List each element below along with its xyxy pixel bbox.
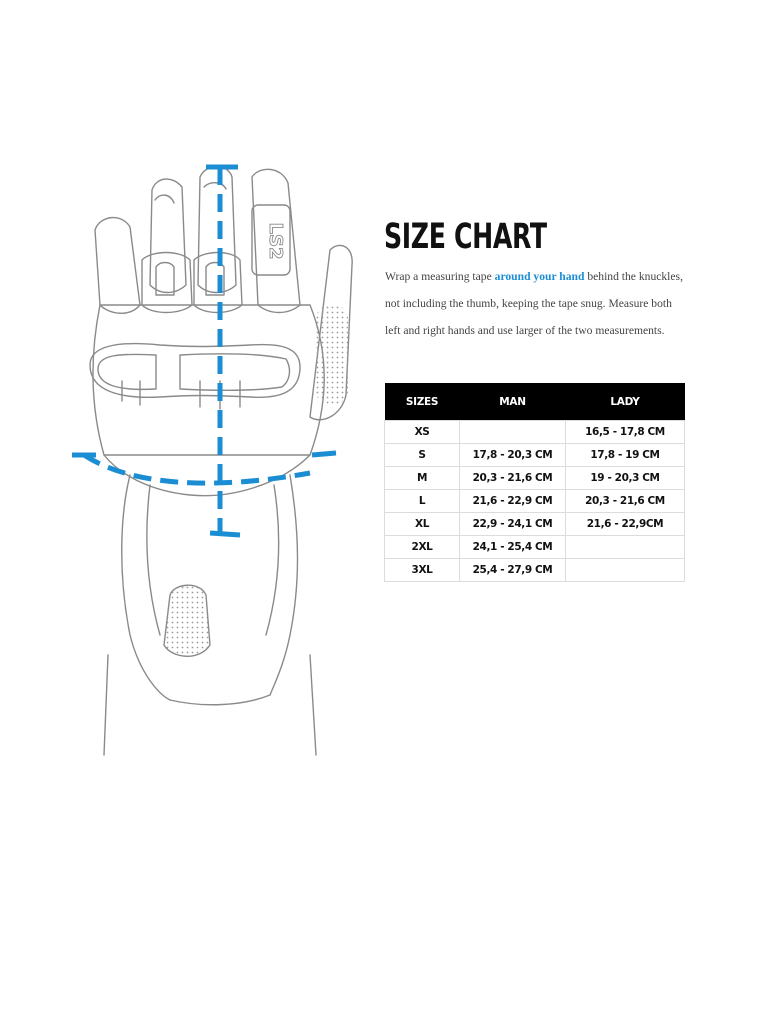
size-cell: L	[385, 490, 460, 513]
size-cell: XL	[385, 513, 460, 536]
size-chart-title: SIZE CHART	[384, 217, 547, 257]
man-cell: 22,9 - 24,1 CM	[460, 513, 566, 536]
column-header-lady: LADY	[566, 383, 685, 421]
glove-illustration	[60, 155, 360, 765]
man-cell: 24,1 - 25,4 CM	[460, 536, 566, 559]
table-row	[385, 559, 685, 582]
table-row	[385, 467, 685, 490]
column-header-sizes: SIZES	[385, 383, 460, 421]
table-row	[385, 513, 685, 536]
instruction-text-end: behind the knuckles, not including the thumb, keeping the tape snug. Measure both left and right hands and use larger of the two measurements.	[385, 270, 683, 337]
size-cell: S	[385, 444, 460, 467]
size-cell: 2XL	[385, 536, 460, 559]
size-cell: M	[385, 467, 460, 490]
brand-mark-text: LS2	[265, 222, 286, 260]
lady-cell: 17,8 - 19 CM	[566, 444, 685, 467]
lady-cell: 20,3 - 21,6 CM	[566, 490, 685, 513]
man-cell: 25,4 - 27,9 CM	[460, 559, 566, 582]
table-row	[385, 490, 685, 513]
lady-cell	[566, 559, 685, 582]
size-cell: XS	[385, 421, 460, 444]
size-table	[384, 383, 685, 582]
man-cell: 20,3 - 21,6 CM	[460, 467, 566, 490]
measuring-instructions	[385, 263, 685, 344]
lady-cell: 21,6 - 22,9CM	[566, 513, 685, 536]
column-header-man: MAN	[460, 383, 566, 421]
instruction-highlight: around your hand	[494, 270, 585, 283]
lady-cell: 19 - 20,3 CM	[566, 467, 685, 490]
table-header-row	[385, 383, 685, 421]
table-row	[385, 421, 685, 444]
instruction-text-start: Wrap a measuring tape	[385, 270, 495, 283]
size-cell: 3XL	[385, 559, 460, 582]
man-cell: 17,8 - 20,3 CM	[460, 444, 566, 467]
lady-cell: 16,5 - 17,8 CM	[566, 421, 685, 444]
lady-cell	[566, 536, 685, 559]
table-row	[385, 444, 685, 467]
man-cell	[460, 421, 566, 444]
man-cell: 21,6 - 22,9 CM	[460, 490, 566, 513]
table-row	[385, 536, 685, 559]
